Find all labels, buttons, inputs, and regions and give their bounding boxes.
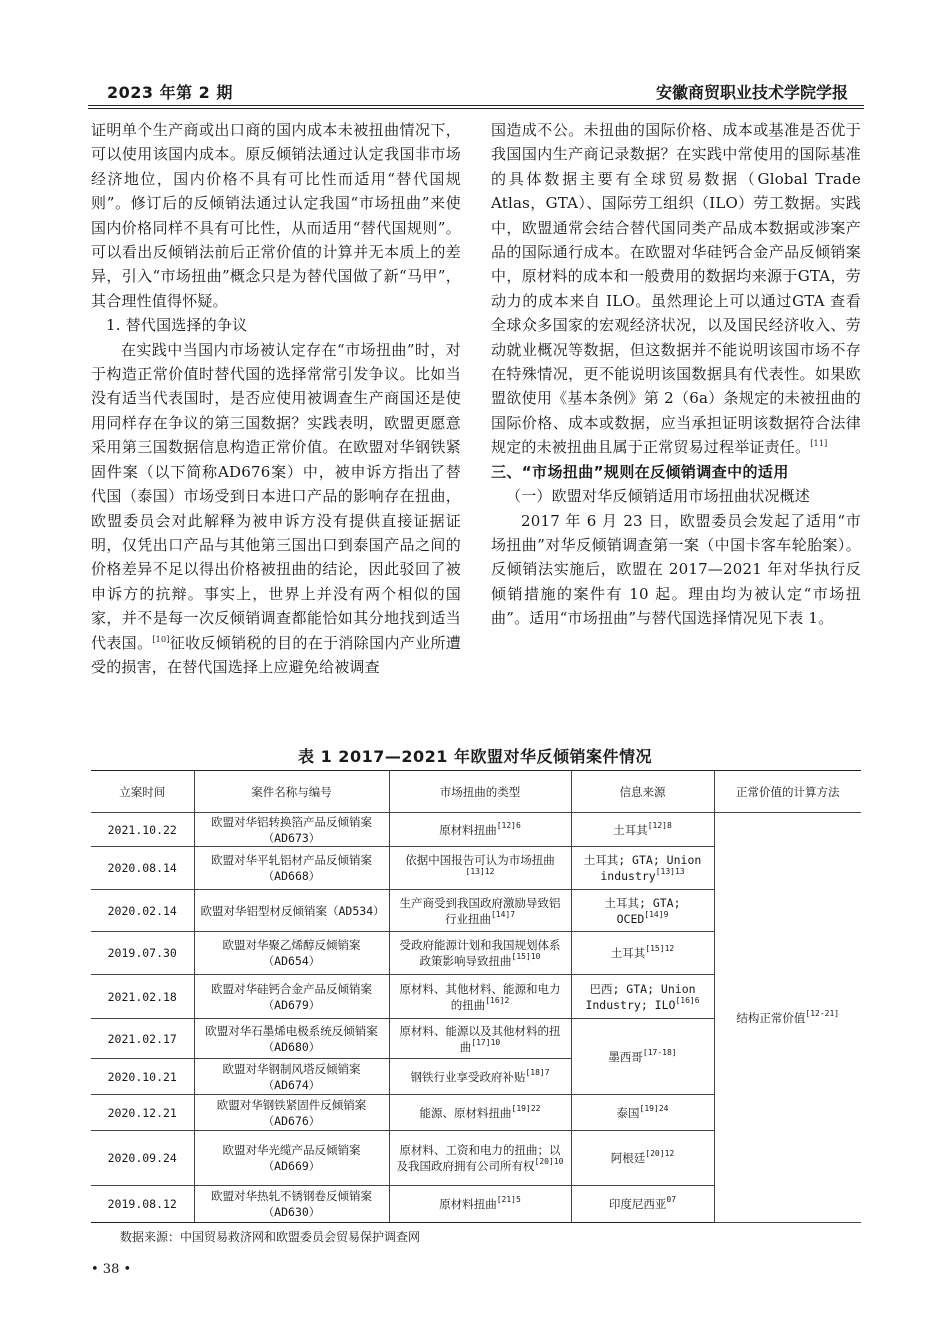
distortion-type-text: 原材料、能源以及其他材料的扭曲 xyxy=(399,1023,561,1054)
table-row xyxy=(91,813,861,847)
citation-ref: [10] xyxy=(152,634,170,644)
case-name: 欧盟对华聚乙烯醇反倾销案（AD654） xyxy=(194,932,389,975)
citation-ref: [14]7 xyxy=(490,909,516,919)
case-name: 欧盟对华钢制风塔反倾销案（AD674） xyxy=(194,1059,389,1095)
filing-date: 2021.02.18 xyxy=(91,975,194,1019)
case-name: 欧盟对华铝型材反倾销案（AD534） xyxy=(194,890,389,932)
info-source xyxy=(571,890,714,932)
right-paragraph-2: 2017 年 6 月 23 日，欧盟委员会发起了适用“市场扭曲”对华反倾销调查第一案（中国卡客车轮胎案）。反倾销法实施后，欧盟在 2017—2021 年对华执行反倾销措施的案件有 10 起。理由均为被认定“市场扭曲”。适用“市场扭曲”与替代国选择情况见下表 1。 xyxy=(491,511,861,628)
table-caption: 表 1 2017—2021 年欧盟对华反倾销案件情况 xyxy=(298,747,652,766)
distortion-type xyxy=(389,847,571,890)
normal-value-method xyxy=(714,813,861,1223)
citation-ref: [20]10 xyxy=(534,1157,564,1166)
citation-ref: [19]24 xyxy=(639,1103,669,1113)
info-source-text: 墨西哥 xyxy=(608,1049,643,1064)
citation-ref: 07 xyxy=(666,1195,677,1204)
info-source xyxy=(571,975,714,1019)
citation-ref: [18]7 xyxy=(525,1067,550,1077)
info-source xyxy=(571,1131,714,1186)
distortion-type xyxy=(389,813,571,847)
distortion-type xyxy=(389,1186,571,1223)
filing-date: 2020.09.24 xyxy=(91,1131,194,1186)
citation-ref: [20]12 xyxy=(645,1149,675,1158)
right-paragraph-1-text: 国造成不公。未扭曲的国际价格、成本或基准是否优于我国国内生产商记录数据？在实践中常使用的国际基准的具体数据主要有全球贸易数据（Global Trade Atlas，GTA）、国际劳工组织（ILO）劳工数据。实践中，欧盟通常会结合替代国同类产品成本数据或涉案产品的国际通行成本。在欧盟对华硅钙合金产品反倾销案中，原材料的成本和一般费用的数据均来源于GTA，劳动力的成本来自 ILO。虽然理论上可以通过GTA 查看全球众多国家的宏观经济状况，以及国民经济收入、劳动就业概况等数据，但这数据并不能说明该国市场不存在特殊情况，更不能说明该国数据具有代表性。如果欧盟欲使用《基本条例》第 2（6a）条规定的未被扭曲的国际价格、成本或数据，应当承担证明该数据符合法律规定的未被扭曲且属于正常贸易过程举证责任。 xyxy=(491,121,861,457)
case-name: 欧盟对华热轧不锈钢卷反倾销案（AD630） xyxy=(194,1186,389,1223)
case-name: 欧盟对华硅钙合金产品反倾销案（AD679） xyxy=(194,975,389,1019)
info-source-text: 土耳其; GTA; Union industry xyxy=(583,853,702,883)
filing-date: 2020.08.14 xyxy=(91,847,194,890)
left-paragraph-1: 证明单个生产商或出口商的国内成本未被扭曲情况下，可以使用该国内成本。原反倾销法通过认定我国非市场经济地位，国内价格不具有可比性而适用“替代国规则”。修订后的反倾销法通过认定我国“市场扭曲”来使国内价格同样不具有可比性，从而适用“替代国规则”。可以看出反倾销法前后正常价值的计算并无本质上的差异，引入“市场扭曲”概念只是为替代国做了新“马甲”，其合理性值得怀疑。 xyxy=(91,121,461,310)
table-header-row xyxy=(91,771,861,813)
info-source-text: 阿根廷 xyxy=(610,1151,646,1165)
filing-date: 2021.10.22 xyxy=(91,813,194,847)
filing-date: 2019.07.30 xyxy=(91,932,194,975)
column-header: 立案时间 xyxy=(91,771,194,813)
column-header: 市场扭曲的类型 xyxy=(389,771,571,813)
table-source-note: 数据来源：中国贸易救济网和欧盟委员会贸易保护调查网 xyxy=(120,1230,421,1244)
filing-date: 2020.02.14 xyxy=(91,890,194,932)
citation-ref: [19]22 xyxy=(511,1103,541,1113)
citation-ref: [12]8 xyxy=(647,820,672,830)
distortion-type-text: 能源、原材料扭曲 xyxy=(419,1105,512,1120)
citation-ref: [21]5 xyxy=(496,1195,521,1204)
distortion-type-text: 受政府能源计划和我国规划体系政策影响导致扭曲 xyxy=(399,938,561,968)
info-source xyxy=(571,932,714,975)
citation-ref: [17]10 xyxy=(471,1037,501,1047)
info-source-text: 土耳其; GTA; OCED xyxy=(604,895,681,926)
citation-ref: [16]6 xyxy=(675,995,700,1005)
case-name: 欧盟对华钢铁紧固件反倾销案（AD676） xyxy=(194,1095,389,1131)
citation-ref: [15]12 xyxy=(645,944,675,953)
citation-ref: [15]10 xyxy=(511,952,541,961)
citation-ref: [16]2 xyxy=(485,995,510,1005)
cases-table xyxy=(91,770,861,1223)
distortion-type-text: 原材料扭曲 xyxy=(439,1197,497,1211)
info-source xyxy=(571,1019,714,1095)
right-column xyxy=(491,118,861,631)
info-source xyxy=(571,1095,714,1131)
left-column xyxy=(91,118,461,679)
section-heading: 三、“市场扭曲”规则在反倾销调查中的适用 xyxy=(491,462,789,481)
case-name: 欧盟对华光缆产品反倾销案（AD669） xyxy=(194,1131,389,1186)
subsection-heading-overview: （一）欧盟对华反倾销适用市场扭曲状况概述 xyxy=(506,487,811,506)
distortion-type xyxy=(389,1095,571,1131)
distortion-type xyxy=(389,890,571,932)
citation-ref: [17-18] xyxy=(642,1047,677,1057)
distortion-type xyxy=(389,932,571,975)
distortion-type xyxy=(389,1059,571,1095)
info-source-text: 泰国 xyxy=(616,1105,640,1120)
citation-ref: [12-21] xyxy=(805,1008,840,1018)
filing-date: 2021.02.17 xyxy=(91,1019,194,1059)
left-paragraph-2-text-end: 征收反倾销税的目的在于消除国内产业所遭受的损害，在替代国选择上应避免给被调查 xyxy=(91,633,461,676)
citation-ref: [11] xyxy=(810,439,828,449)
filing-date: 2020.10.21 xyxy=(91,1059,194,1095)
distortion-type-text: 依据中国报告可认为市场扭曲 xyxy=(405,853,555,867)
column-header: 案件名称与编号 xyxy=(194,771,389,813)
info-source xyxy=(571,813,714,847)
normal-value-method-text: 结构正常价值 xyxy=(736,1010,806,1025)
distortion-type-text: 原材料扭曲 xyxy=(439,822,497,837)
distortion-type-text: 生产商受到我国政府激励导致铝行业扭曲 xyxy=(399,895,561,926)
case-name: 欧盟对华石墨烯电极系统反倾销案（AD680） xyxy=(194,1019,389,1059)
info-source-text: 印度尼西亚 xyxy=(608,1197,667,1211)
distortion-type-text: 原材料、其他材料、能源和电力的扭曲 xyxy=(399,981,561,1012)
left-paragraph-2 xyxy=(91,338,461,680)
distortion-type-text: 钢铁行业享受政府补贴 xyxy=(410,1069,526,1084)
citation-ref: [12]6 xyxy=(496,820,521,830)
info-source xyxy=(571,847,714,890)
left-paragraph-2-text: 在实践中当国内市场被认定存在“市场扭曲”时，对于构造正常价值时替代国的选择常常引发争议。比如当没有适当代表国时，是否应使用被调查生产商国还是使用同样存在争议的第三国数据？实践表明，欧盟更愿意采用第三国数据信息构造正常价值。在欧盟对华钢铁紧固件案（以下简称AD676案）中，被申诉方指出了替代国（泰国）市场受到日本进口产品的影响存在扭曲，欧盟委员会对此解释为被申诉方没有提供直接证据证明，仅凭出口产品与其他第三国出口到泰国产品之间的价格差异不足以得出价格被扭曲的结论，因此驳回了被申诉方的抗辩。事实上，世界上并没有两个相似的国家，并不是每一次反倾销调查都能恰如其分地找到适当代表国。 xyxy=(91,340,461,652)
journal-issue: 2023 年第 2 期 xyxy=(107,83,233,102)
distortion-type xyxy=(389,1019,571,1059)
distortion-type xyxy=(389,975,571,1019)
column-header: 正常价值的计算方法 xyxy=(714,771,861,813)
info-source-text: 土耳其 xyxy=(610,946,646,960)
header-rule xyxy=(88,105,864,106)
filing-date: 2020.12.21 xyxy=(91,1095,194,1131)
right-paragraph-1 xyxy=(491,118,861,460)
info-source xyxy=(571,1186,714,1223)
citation-ref: [13]13 xyxy=(655,867,685,876)
citation-ref: [13]12 xyxy=(465,867,495,876)
distortion-type-text: 原材料、工资和电力的扭曲；以及我国政府拥有公司所有权 xyxy=(396,1143,561,1173)
column-header: 信息来源 xyxy=(571,771,714,813)
filing-date: 2019.08.12 xyxy=(91,1186,194,1223)
citation-ref: [14]9 xyxy=(644,909,669,919)
page-number: • 38 • xyxy=(91,1262,132,1277)
case-name: 欧盟对华平轧铝材产品反倾销案（AD668） xyxy=(194,847,389,890)
header-rule-2 xyxy=(88,108,864,109)
info-source-text: 巴西; GTA; Union Industry; ILO xyxy=(585,981,696,1012)
info-source-text: 土耳其 xyxy=(613,822,648,837)
distortion-type xyxy=(389,1131,571,1186)
subsection-heading-substitute-country: 1. 替代国选择的争议 xyxy=(106,316,248,335)
journal-title: 安徽商贸职业技术学院学报 xyxy=(655,83,848,102)
case-name: 欧盟对华铝转换箔产品反倾销案（AD673） xyxy=(194,813,389,847)
